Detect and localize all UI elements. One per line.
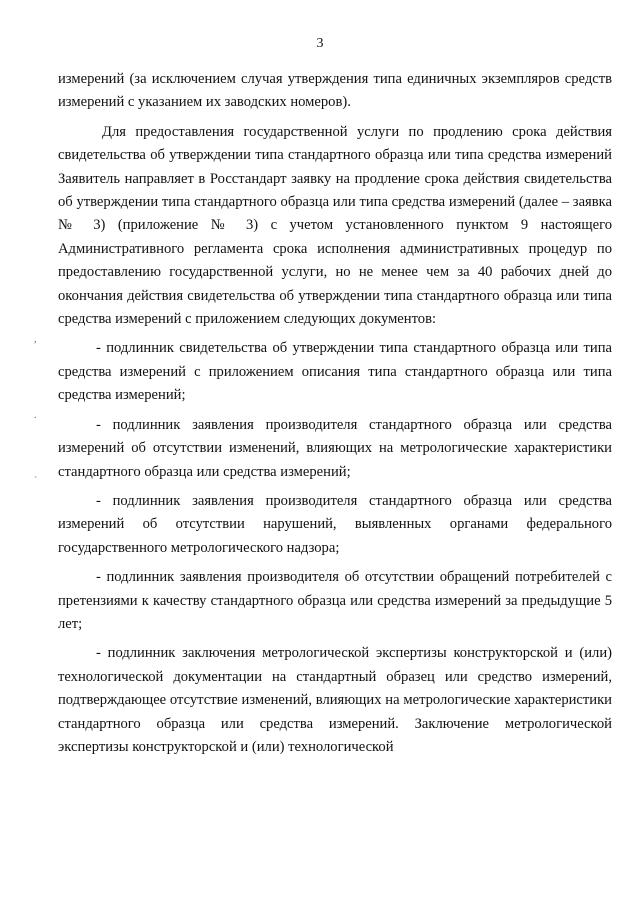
document-body (58, 68, 612, 765)
page-number: 3 (316, 36, 324, 51)
list-item-expertise-conclusion: - подлинник заключения метрологической экспертизы конструкторской и (или) технологической документации на стандартный образец или средство измерений, подтверждающее отсутствие изменений, влияющих на метрологические характеристики стандартного образца или средства измерений. Заключение метрологической экспертизы конструкторской и (или) технологической (58, 645, 612, 755)
list-item-no-violations-statement: - подлинник заявления производителя стандартного образца или средства измерений об отсутствии нарушений, выявленных органами федерального государственного метрологического надзора; (58, 492, 612, 556)
scan-artifact: , (34, 334, 37, 345)
list-item-certificate-original: - подлинник свидетельства об утверждении типа стандартного образца или типа средства измерений с приложением описания типа стандартного образца или типа средства измерений; (58, 340, 612, 404)
scan-artifact: . (34, 410, 37, 421)
list-item-no-changes-statement: - подлинник заявления производителя стандартного образца или средства измерений об отсутствии изменений, влияющих на метрологические характеристики стандартного образца или средства измерений; (58, 416, 612, 480)
scan-artifact: ` (34, 476, 38, 487)
paragraph-renewal-request: Для предоставления государственной услуги по продлению срока действия свидетельства об утверждении типа стандартного образца или типа средства измерений Заявитель направляет в Росстандарт заявку на продление срока действия свидетельства об утверждении типа стандартного образца или типа средства измерений (далее – заявка № 3) (приложение № 3) с учетом установленного пунктом 9 настоящего Административного регламента срока исполнения административных процедур по предоставлению государственной услуги, но не менее чем за 40 рабочих дней до окончания действия свидетельства об утверждении типа стандартного образца или типа средства измерений с приложением следующих документов: (58, 123, 612, 328)
paragraph-continuation: измерений (за исключением случая утверждения типа единичных экземпляров средств измерений с указанием их заводских номеров). (58, 71, 612, 111)
list-item-no-complaints-statement: - подлинник заявления производителя об отсутствии обращений потребителей с претензиями к качеству стандартного образца или средства измерений за предыдущие 5 лет; (58, 569, 612, 632)
